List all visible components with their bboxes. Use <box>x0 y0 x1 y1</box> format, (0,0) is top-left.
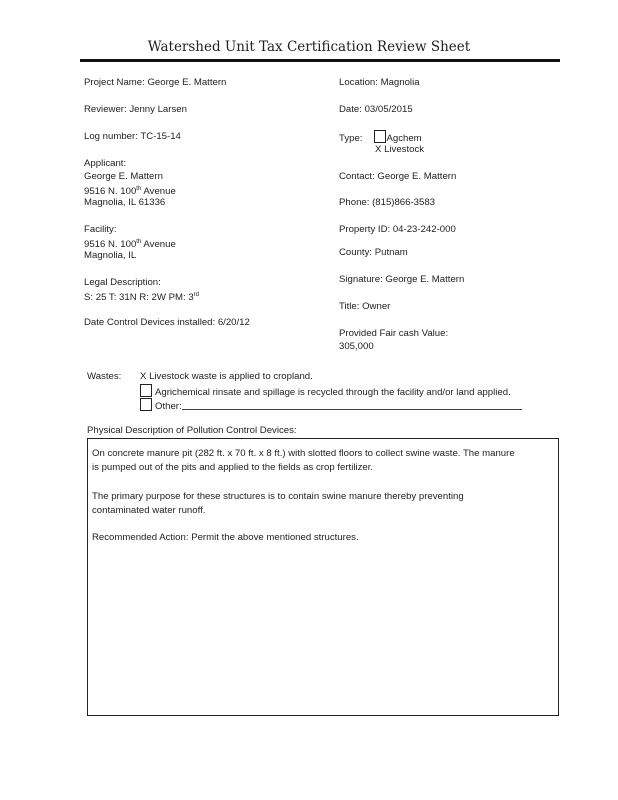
signature: Signature: George E. Mattern <box>339 274 465 285</box>
addr-text: Avenue <box>141 239 176 251</box>
agchem-checkbox[interactable] <box>374 130 386 143</box>
fair-cash-value: 305,000 <box>339 341 374 352</box>
title-rule <box>80 59 560 62</box>
fair-cash-label: Provided Fair cash Value: <box>339 328 449 339</box>
legal-text: S: 25 T: 31N R: 2W PM: 3 <box>84 292 194 304</box>
project-name: Project Name: George E. Mattern <box>84 77 227 88</box>
phone: Phone: (815)866-3583 <box>339 197 436 208</box>
physical-description-label: Physical Description of Pollution Control Devices: <box>87 425 297 436</box>
type-livestock: X Livestock <box>375 144 425 155</box>
facility-address-2: Magnolia, IL <box>84 250 137 261</box>
reviewer: Reviewer: Jenny Larsen <box>84 104 187 115</box>
date-control-installed: Date Control Devices installed: 6/20/12 <box>84 317 250 328</box>
property-id: Property ID: 04-23-242-000 <box>339 224 456 235</box>
applicant-address-2: Magnolia, IL 61336 <box>84 197 166 208</box>
county: County: Putnam <box>339 247 408 258</box>
addr-sup: th <box>136 186 142 192</box>
addr-text: 9516 N. 100 <box>84 186 137 198</box>
type-label: Type: <box>339 133 363 144</box>
legal-label: Legal Description: <box>84 277 161 288</box>
paragraph-1b: is pumped out of the pits and applied to the fields as crop fertilizer. <box>92 462 374 473</box>
document-title: Watershed Unit Tax Certification Review Sheet <box>147 39 471 55</box>
agchem-label: Agchem <box>386 133 422 144</box>
date: Date: 03/05/2015 <box>339 104 413 115</box>
owner-title: Title: Owner <box>339 301 391 312</box>
applicant-label: Applicant: <box>84 158 127 169</box>
agrichemical-checkbox[interactable] <box>140 384 152 397</box>
wastes-agrichemical-row <box>140 384 511 399</box>
addr-text: Avenue <box>141 186 176 198</box>
agrichemical-label: Agrichemical rinsate and spillage is recycled through the facility and/or land applied. <box>155 387 511 398</box>
legal-sup: rd <box>193 292 200 298</box>
wastes-other-row <box>140 398 522 413</box>
paragraph-2b: contaminated water runoff. <box>92 505 206 516</box>
other-checkbox[interactable] <box>140 398 152 411</box>
other-blank-line <box>182 409 522 410</box>
paragraph-2a: The primary purpose for these structures is to contain swine manure thereby preventing <box>92 491 464 502</box>
wastes-livestock: X Livestock waste is applied to cropland. <box>140 371 313 382</box>
addr-sup: th <box>136 239 142 245</box>
contact: Contact: George E. Mattern <box>339 171 457 182</box>
paragraph-1a: On concrete manure pit (282 ft. x 70 ft. x 8 ft.) with slotted floors to collect swine waste. The manure <box>92 448 515 459</box>
facility-label: Facility: <box>84 224 117 235</box>
physical-description-box <box>87 438 559 716</box>
addr-text: 9516 N. 100 <box>84 239 137 251</box>
legal-value <box>84 289 199 304</box>
other-label: Other: <box>155 401 182 412</box>
log-number: Log number: TC-15-14 <box>84 131 181 142</box>
applicant-name: George E. Mattern <box>84 171 163 182</box>
paragraph-3: Recommended Action: Permit the above mentioned structures. <box>92 532 359 543</box>
wastes-label: Wastes: <box>87 371 122 382</box>
location: Location: Magnolia <box>339 77 420 88</box>
